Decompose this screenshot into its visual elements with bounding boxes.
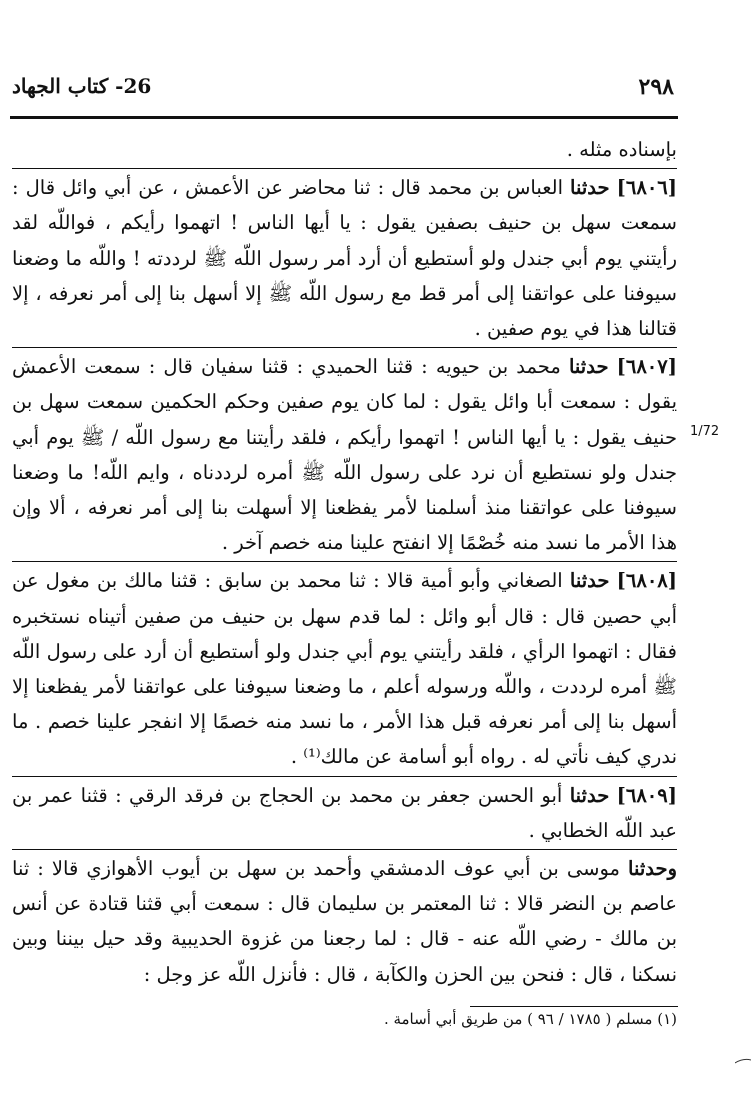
paragraph-intro [12,132,677,167]
hadith-text: أبو الحسن جعفر بن محمد بن الحجاج بن فرقد الرقي : قثنا عمر بن عبد اللّه الخطابي . [12,783,677,842]
footnote-rule [470,1006,678,1007]
hadith-number: [٦٨٠٩] [616,783,677,807]
hadith-6806 [12,170,677,346]
hadith-lead: حدثنا [569,783,610,807]
hadith-6808 [12,563,677,774]
hadith-number: [٦٨٠٧] [616,355,677,379]
hadith-lead: وحدثنا [628,857,677,881]
body-text [12,132,677,992]
hadith-number: [٦٨٠٨] [616,569,678,593]
hadith-lead: حدثنا [570,176,610,200]
hadith-lead: حدثنا [569,569,610,593]
paragraph-separator [12,347,677,348]
paragraph-separator [12,561,677,562]
hadith-6807 [12,349,677,560]
hadith-text: موسى بن أبي عوف الدمشقي وأحمد بن سهل بن أيوب الأهوازي قالا : ثنا عاصم بن النضر قالا : ثنا المعتمر بن سليمان قال : سمعت أبي قثنا قتادة عن أنس بن مالك - رضي اللّه عنه - قال : لما رجعنا من غزوة الحديبية وقد حيل بيننا وبين نسكنا ، قال : فنحن بين الحزن والكآبة ، قال : فأنزل اللّه عز وجل : [12,857,677,986]
paragraph-text: بإسناده مثله . [566,138,677,161]
hadith-text: محمد بن حيويه : قثنا الحميدي : قثنا سفيان قال : سمعت الأعمش يقول : سمعت أبا وائل يقول : لما كان يوم صفين وحكم الحكمين سمعت سهل بن حنيف يقول : يا أيها الناس ! اتهموا رأيكم ، فلقد رأيتنا مع رسول اللّه / ﷺ يوم أبي جندل ولو نستطيع أن نرد على رسول اللّه ﷺ أمره لرددناه ، وايم اللّه! ما وضعنا سيوفنا على عواتقنا منذ أسلمنا لأمر يفظعنا إلا أسهلت بنا إلى أمر نعرفه ، ألا وإن هذا الأمر ما نسد منه خُصْمًا إلا انفتح علينا منه خصم آخر . [12,355,677,555]
page-header [0,62,752,112]
paragraph-separator [12,849,677,850]
hadith-number: [٦٨٠٦] [616,176,678,200]
hadith-lead: حدثنا [568,355,609,379]
hadith-6809 [12,778,677,848]
page-number: ٢٩٨ [638,74,674,100]
hadith-text: الصغاني وأبو أمية قالا : ثنا محمد بن سابق : قثنا مالك بن مغول عن أبي حصين قال : قال أبو وائل : لما قدم سهل بن حنيف من صفين أتيناه نستخبره فقال : اتهموا الرأي ، فلقد رأيتني يوم أبي جندل ولو أستطيع أن أرد على رسول اللّه ﷺ أمره لرددت ، واللّه ورسوله أعلم ، ما وضعنا سيوفنا على عواتقنا لأمر يفظعنا إلا أسهل بنا إلى أمر نعرفه قبل هذا الأمر ، ما نسد منه خصمًا إلا انفجر علينا خصم . ما ندري كيف نأتي له . رواه أبو أسامة عن مالك⁽¹⁾ . [12,569,677,769]
paragraph-separator [12,776,677,777]
hadith-text: العباس بن محمد قال : ثنا محاضر عن الأعمش ، عن أبي وائل قال : سمعت سهل بن حنيف بصفين يقول : يا أيها الناس ! اتهموا رأيكم ، فواللّه لقد رأيتني يوم أبي جندل ولو أستطيع أن أرد أمر رسول اللّه ﷺ لرددته ! واللّه ما وضعنا سيوفنا على عواتقنا إلى أمر قط مع رسول اللّه ﷺ إلا أسهل بنا إلى أمر نعرفه ، إلا قتالنا هذا في يوم صفين . [12,176,678,341]
paragraph-separator [12,168,677,169]
margin-manuscript-reference: 1/72 [690,424,720,439]
chapter-title: 26- كتاب الجهاد [12,74,152,98]
footnote: (١) مسلم ( ١٧٨٥ / ٩٦ ) من طريق أبي أسامة . [383,1010,677,1028]
scan-mark [735,1058,751,1064]
hadith-continuation [12,851,677,992]
header-rule [10,116,678,119]
